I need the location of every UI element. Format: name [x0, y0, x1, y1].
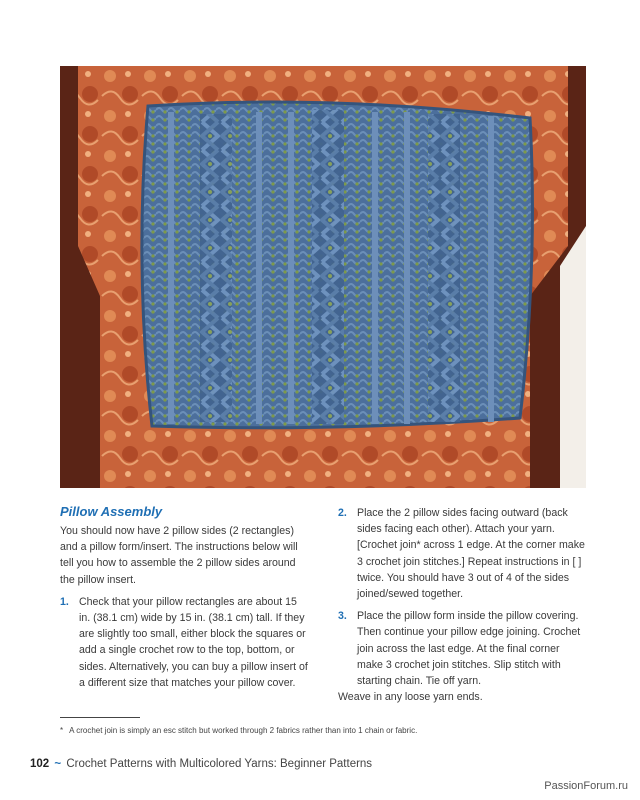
folio-separator: ~: [54, 758, 62, 770]
running-title: Crochet Patterns with Multicolored Yarns: Beginner Patterns: [66, 758, 373, 770]
step-text: Place the pillow form inside the pillow covering. Then continue your pillow edge joining. Crochet join across the last edge. At the final corner make 3 crochet join stitches. Slip stitch with starting chain. Tie off yarn.: [357, 610, 581, 688]
step-number: 1.: [60, 595, 69, 608]
step-1: [60, 594, 308, 691]
left-column: [60, 503, 308, 691]
pillow-photo: [60, 66, 586, 488]
crocheted-cable-pillow-photo: [60, 66, 586, 488]
step-number: 2.: [338, 507, 347, 519]
closing-paragraph: Weave in any loose yarn ends.: [338, 691, 483, 704]
footnote: [60, 725, 417, 737]
step-text: Place the 2 pillow sides facing outward (back sides facing each other). Attach your yarn. [Crochet join* across 1 edge. At the corner make 3 crochet join stitches.] Repeat instructions in [ ] twice. You should have 3 out of 4 of the sides joined/sewed together.: [357, 507, 585, 601]
section-heading: Pillow Assembly: [60, 504, 163, 519]
footnote-marker: *: [60, 726, 64, 735]
footnote-rule: [60, 717, 140, 718]
page-number: 102: [30, 758, 50, 770]
page-folio: [30, 756, 372, 772]
right-column: [338, 505, 587, 705]
watermark: PassionForum.ru: [544, 780, 628, 792]
step-number: 3.: [338, 610, 347, 623]
footnote-text: A crochet join is simply an esc stitch but worked through 2 fabrics rather than into 1 chain or fabric.: [69, 726, 418, 735]
intro-paragraph: You should now have 2 pillow sides (2 rectangles) and a pillow form/insert. The instructions below will tell you how to assemble the 2 pillow sides around the pillow insert.: [60, 525, 298, 586]
step-2: [338, 505, 587, 602]
step-text: Check that your pillow rectangles are about 15 in. (38.1 cm) wide by 15 in. (38.1 cm) tall. If they are slightly too small, either block the squares or add a single crochet row to the top, bottom, or sides. Alternatively, you can buy a pillow insert of a different size that matches your pillow cover.: [79, 595, 308, 689]
step-3: [338, 608, 587, 689]
